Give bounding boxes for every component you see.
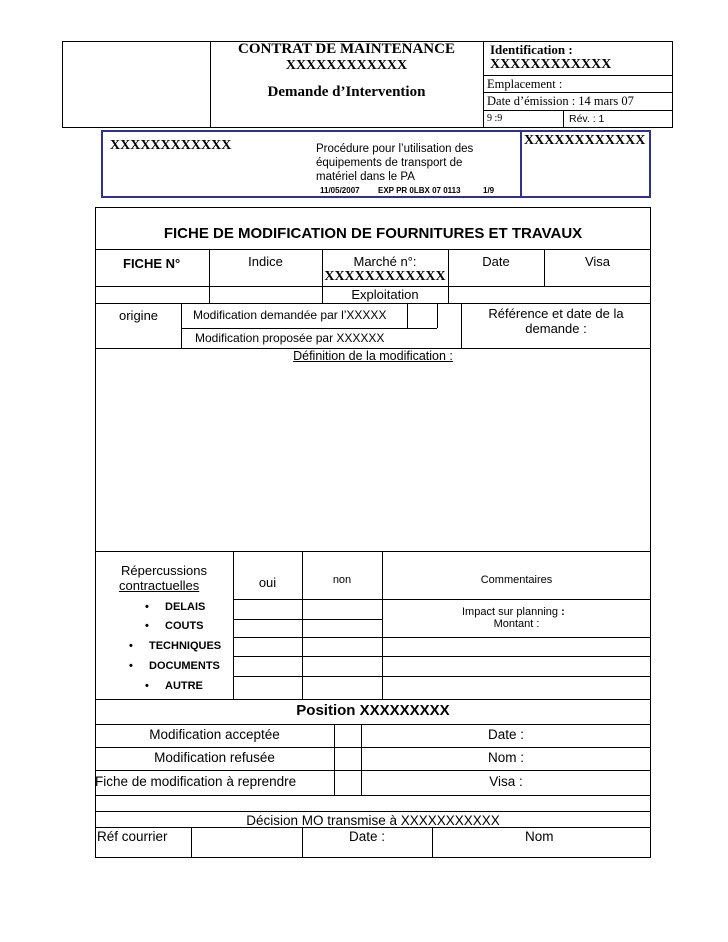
header-divider (563, 110, 564, 128)
montant-label: Montant : (493, 618, 540, 630)
item-autre: • AUTRE (165, 680, 203, 692)
reference-label-line2: demande : (525, 321, 587, 336)
row-line (233, 676, 651, 677)
col-line (191, 827, 192, 858)
definition-area[interactable] (96, 366, 650, 550)
revision: Rév. : 1 (569, 113, 605, 125)
row-line (95, 249, 651, 250)
fiche-label: FICHE N° (123, 256, 181, 271)
row-line (95, 795, 651, 796)
reference-label-line1: Référence et date de la (488, 306, 624, 321)
item-techniques: • TECHNIQUES (149, 640, 221, 652)
item-couts: • COUTS (165, 620, 204, 632)
col-line (437, 303, 438, 328)
row-line (233, 599, 651, 600)
origine-label: origine (119, 308, 159, 323)
modification-proposee: Modification proposée par XXXXXX (195, 331, 385, 345)
procedure-ref-code: EXP PR 0LBX 07 0113 (378, 186, 461, 195)
impact-planning-label (462, 606, 565, 618)
row-line (181, 328, 437, 329)
row-line (95, 724, 651, 725)
row-line (233, 619, 382, 620)
oui-label: oui (258, 575, 277, 590)
col-line (407, 303, 408, 328)
header-divider (483, 41, 484, 128)
row-line (95, 747, 651, 748)
position-nom-label: Nom : (487, 750, 524, 765)
col-line (432, 827, 433, 858)
item-documents: • DOCUMENTS (149, 660, 220, 672)
procedure-ref-date: 11/05/2007 (320, 186, 360, 195)
ref-courrier-label: Réf courrier (97, 829, 168, 844)
non-label: non (332, 574, 352, 586)
decision-date-label: Date : (349, 829, 386, 844)
col-line (302, 827, 303, 858)
commentaires-label: Commentaires (480, 574, 553, 586)
modification-demandee: Modification demandée par l’XXXXX (193, 308, 387, 322)
row-line (95, 551, 651, 552)
impact-planning-text: Impact sur planning (462, 606, 558, 618)
fiche-a-reprendre: Fiche de modification à reprendre (95, 774, 297, 789)
document-name: Demande d’Intervention (267, 84, 426, 100)
procedure-left-ref: XXXXXXXXXXXX (110, 138, 232, 153)
modification-acceptee: Modification acceptée (149, 727, 280, 742)
emplacement-label: Emplacement : (487, 77, 563, 91)
impact-planning-colon: : (561, 606, 565, 618)
item-delais: • DELAIS (165, 601, 205, 613)
procedure-ref-page: 1/9 (483, 186, 495, 195)
marche-value: XXXXXXXXXXXX (324, 269, 446, 284)
row-line (95, 699, 651, 700)
procedure-text-line1: Procédure pour l’utilisation des (316, 143, 474, 155)
header-divider (483, 110, 673, 111)
decision-title: Décision MO transmise à XXXXXXXXXXX (246, 813, 500, 828)
procedure-text-line2: équipements de transport de (316, 157, 463, 169)
definition-label: Définition de la modification : (293, 349, 453, 363)
header-divider (483, 75, 673, 76)
date-emission: Date d’émission : 14 mars 07 (487, 94, 634, 108)
col-line (334, 724, 335, 795)
header-divider (483, 92, 673, 93)
procedure-divider (520, 130, 522, 198)
page-number: 9 :9 (487, 113, 503, 124)
row-line (95, 811, 651, 812)
col-line (181, 303, 182, 348)
procedure-text-line3: matériel dans le PA (316, 171, 415, 183)
procedure-right-ref: XXXXXXXXXXXX (524, 133, 646, 148)
row-line (233, 637, 651, 638)
contract-title: CONTRAT DE MAINTENANCE (238, 41, 455, 57)
date-label: Date (482, 254, 510, 269)
form-title: FICHE DE MODIFICATION DE FOURNITURES ET TRAVAUX (163, 225, 583, 242)
row-line (233, 656, 651, 657)
exploitation-label: Exploitation (351, 287, 419, 302)
contract-subtitle: XXXXXXXXXXXX (285, 58, 408, 73)
decision-nom-label: Nom (525, 829, 554, 844)
position-date-label: Date : (487, 727, 525, 742)
identification-value: XXXXXXXXXXXX (490, 57, 612, 72)
row-line (95, 770, 651, 771)
indice-label: Indice (248, 254, 283, 269)
modification-refusee: Modification refusée (154, 750, 275, 765)
visa-label: Visa (584, 254, 611, 269)
position-title: Position XXXXXXXXX (296, 702, 450, 719)
repercussions-label-line2: contractuelles (119, 578, 200, 593)
row-line (95, 303, 651, 304)
row-line (95, 827, 651, 828)
marche-label: Marché n°: (353, 254, 417, 269)
repercussions-label-line1: Répercussions (121, 563, 207, 578)
identification-label: Identification : (490, 42, 573, 57)
position-visa-label: Visa : (489, 774, 523, 789)
